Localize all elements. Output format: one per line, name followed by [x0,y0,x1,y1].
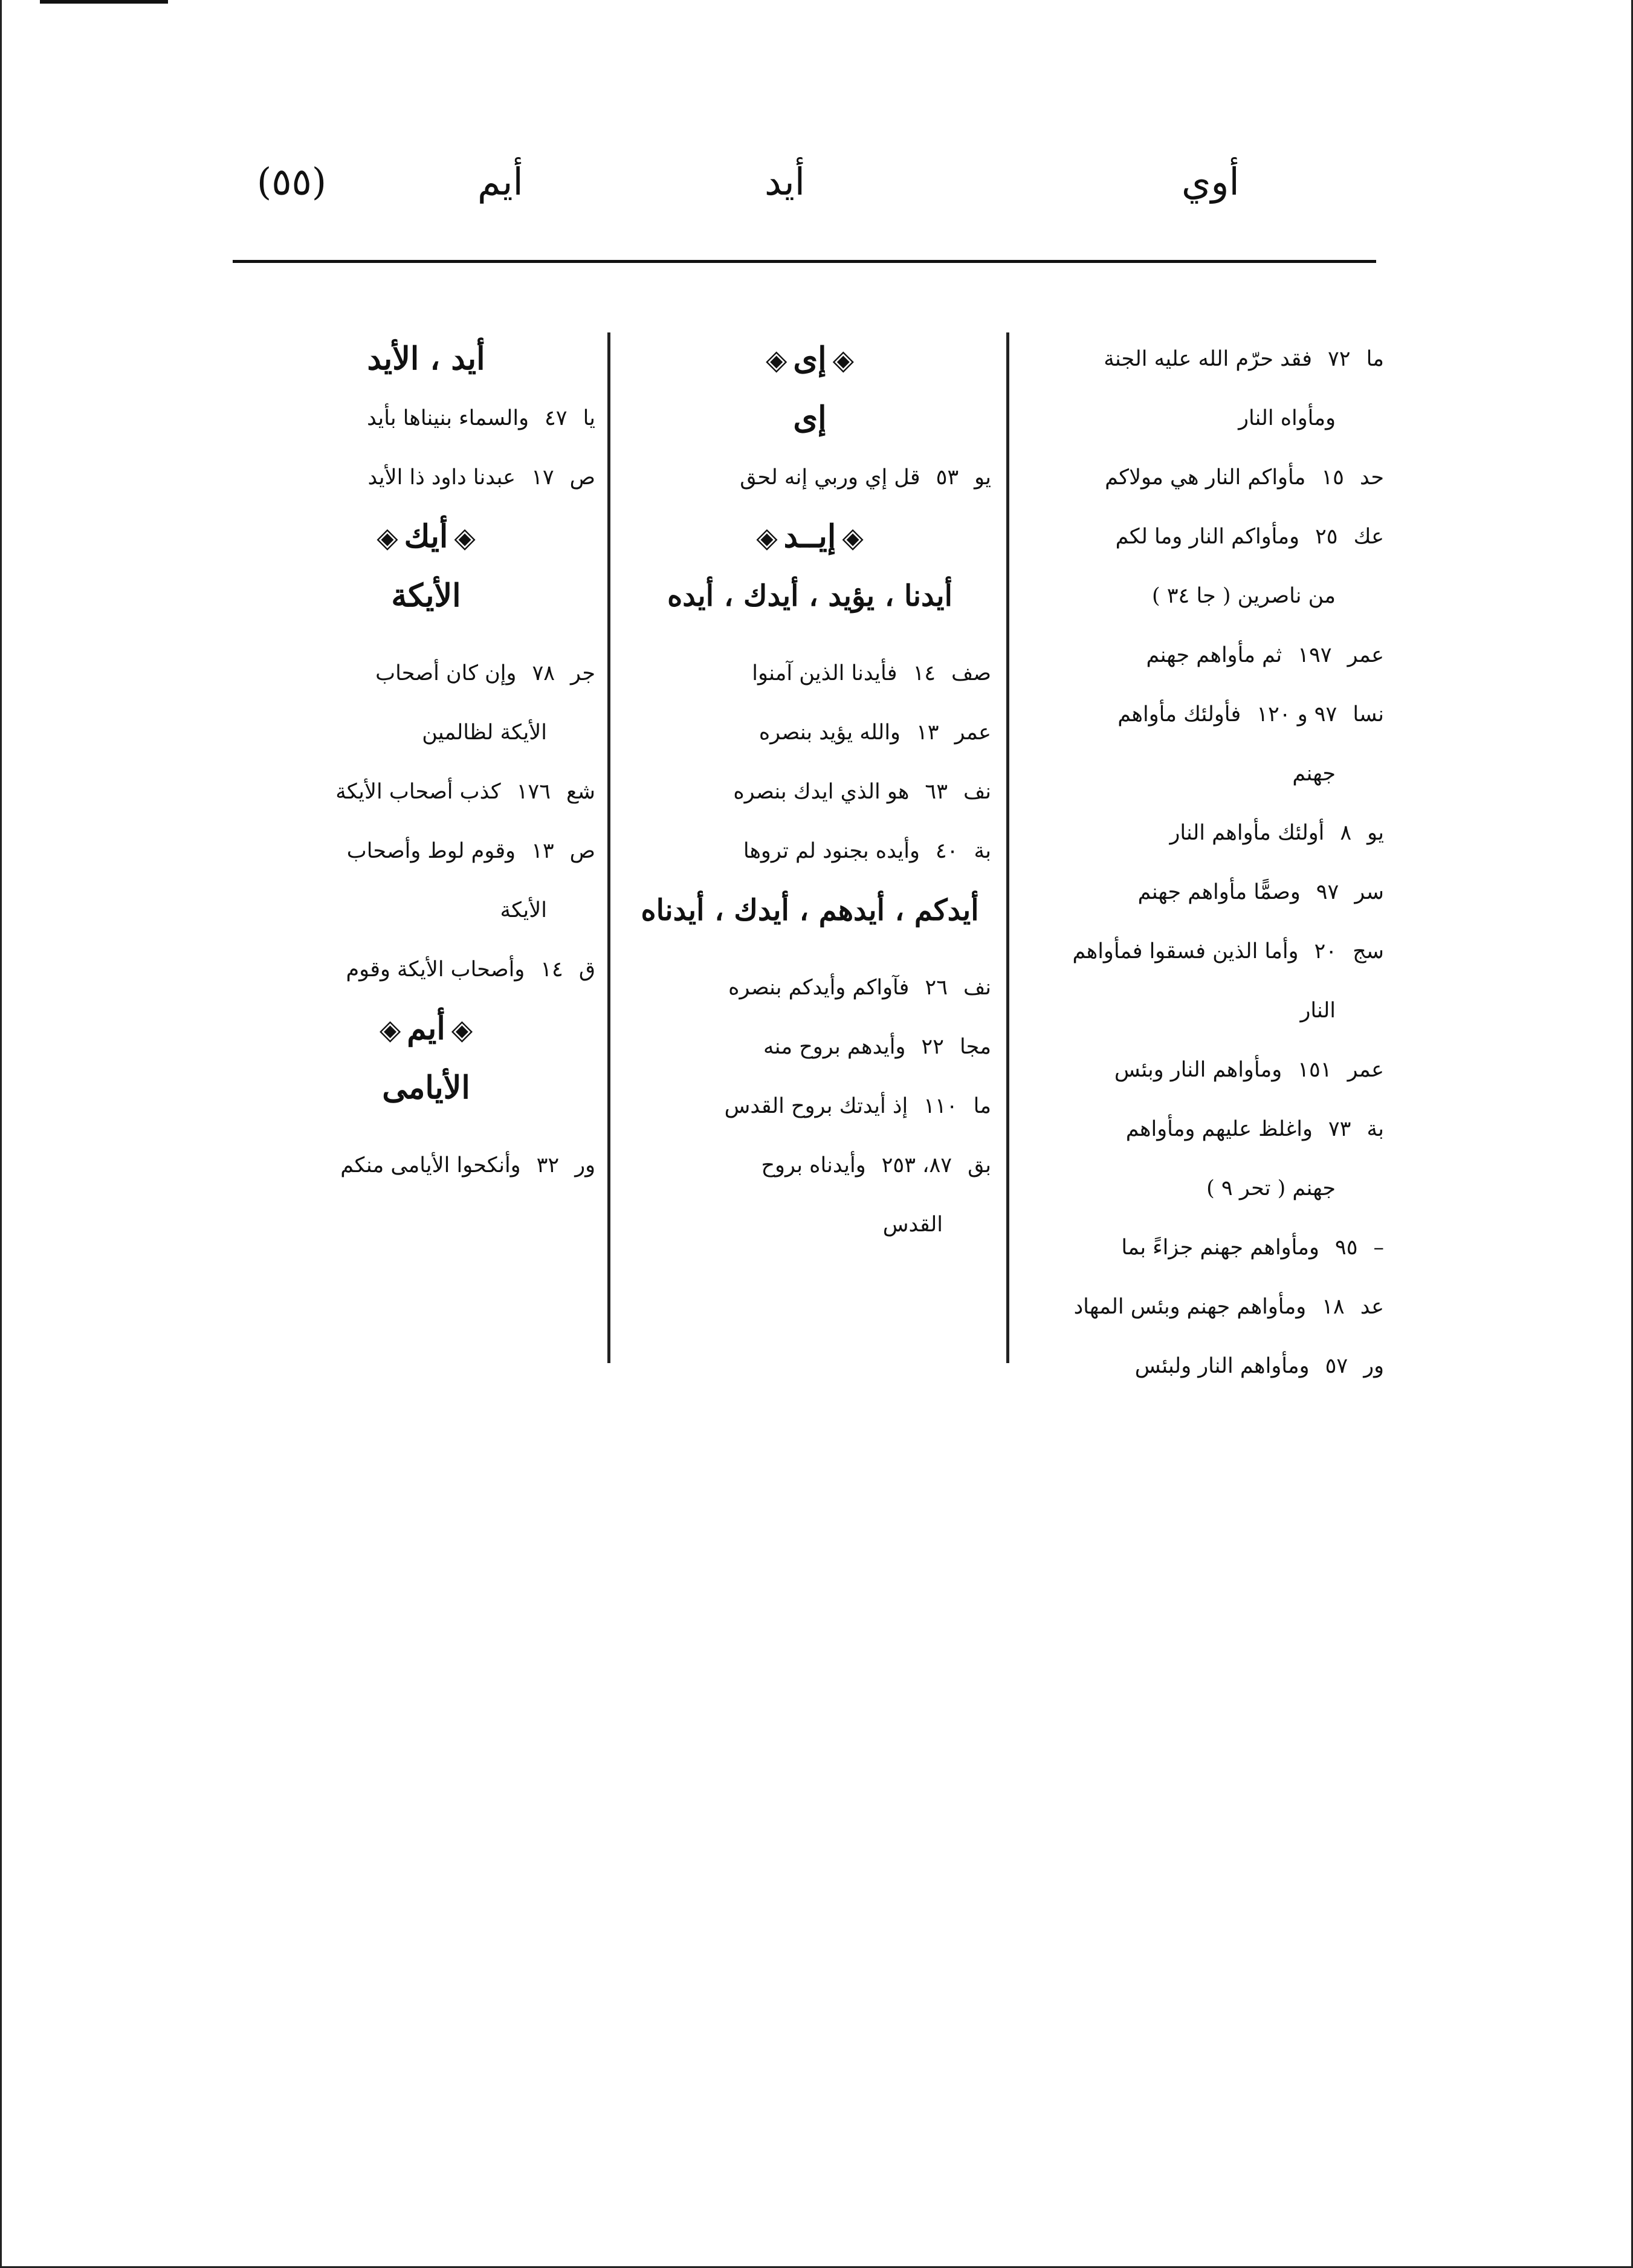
surah-abbrev: سر [1354,880,1384,904]
verse-number: ٥٣ [936,465,959,490]
header-root-middle: أيد [765,160,806,204]
verse-text: فآواكم وأيدكم بنصره [728,976,910,1000]
verse-group-1 [629,644,991,881]
verse-line [1030,863,1384,922]
verse-line [1030,685,1384,744]
verse-line [1030,803,1384,863]
surah-abbrev: بة [1366,1117,1384,1141]
surah-abbrev: عمر [1347,643,1384,667]
verse-continuation [1030,1159,1384,1218]
verse-text: وإن كان أصحاب [375,661,517,685]
ornament-icon: ◈ [756,521,778,554]
verse-line [257,762,595,821]
verse-number: ٩٧ و ١٢٠ [1256,702,1337,727]
verse-number: ١٣ [531,839,554,863]
column-left [257,329,595,1369]
surah-abbrev: عمر [1347,1058,1384,1082]
verse-number: ١٤ [540,957,563,982]
verse-text: ومأواكم النار وما لكم [1115,525,1299,549]
surah-abbrev: ور [1363,1354,1384,1378]
verse-continuation [257,703,595,762]
verse-text: كذب أصحاب الأيكة [335,780,501,804]
verse-number: ١٥ [1321,465,1344,490]
surah-abbrev: حد [1359,465,1384,490]
surah-abbrev: يو [1367,821,1384,845]
verse-number: ١٤ [913,661,936,685]
entry-subtitle-aik: الأيكة [391,577,461,614]
verse-line [1030,1336,1384,1396]
entry-title-aik: ◈أيك◈ [257,507,595,566]
verse-text: وأيدهم بروح منه [763,1035,906,1059]
surah-abbrev: عمر [954,721,991,745]
verse-number: ٢٥ [1315,525,1338,549]
verse-number: ٢٦ [925,976,948,1000]
verse-line [629,703,991,762]
ornament-icon: ◈ [454,521,476,554]
verse-line [629,1136,991,1195]
verse-group-aik [257,644,595,999]
surah-abbrev: شع [566,780,595,804]
verse-line [629,1077,991,1136]
verse-continuation [629,1195,991,1254]
surah-abbrev: ور [575,1153,595,1178]
surah-abbrev: بق [968,1153,991,1178]
ornament-icon: ◈ [832,343,854,376]
verse-text: ومأواهم النار وبئس [1114,1058,1282,1082]
verse-line [1030,507,1384,566]
verse-text: فأولئك مأواهم [1117,702,1241,727]
verse-text: وأيده بجنود لم تروها [743,839,920,863]
surah-abbrev: صف [951,661,991,685]
verse-continuation [1030,566,1384,626]
verse-text: واغلظ عليهم ومأواهم [1125,1117,1313,1141]
verse-number: ١٨ [1322,1295,1345,1319]
surah-abbrev: ما [1366,347,1384,371]
entry-title-ai: ◈إى◈ [629,329,991,389]
verse-line [629,958,991,1017]
verse-number: ٣٢ [536,1153,560,1178]
verse-text: قل إي وربي إنه لحق [740,465,920,490]
verse-number: ٤٧ [544,406,568,430]
verse-group-ayd [257,389,595,507]
verse-text: إذ أيدتك بروح القدس [724,1094,908,1118]
verse-group-aym [257,1136,595,1195]
verse-text: وقوم لوط وأصحاب [346,839,516,863]
verse-text: النار [1300,999,1336,1023]
header-root-left: أيم [477,160,523,204]
verse-number: ٥٧ [1325,1354,1348,1378]
verse-line [1030,922,1384,981]
frame-left-edge [0,0,2,2268]
verse-line [1030,1277,1384,1336]
verse-text: وصمًّا مأواهم جهنم [1137,880,1301,904]
verse-text: ثم مأواهم جهنم [1146,643,1282,667]
verse-number: ٦٣ [925,780,948,804]
verse-number: ١٩٧ [1298,643,1332,667]
verse-number: ٤٠ [935,839,959,863]
column-separator-left [607,332,610,1363]
verse-line [629,762,991,821]
entry-title-ayd-alayd: أيد ، الأيد [367,340,485,377]
verse-text: ومأواهم جهنم جزاءً بما [1121,1236,1319,1260]
verse-text: هو الذي ايدك بنصره [733,780,910,804]
verse-text: عبدنا داود ذا الأيد [367,465,516,490]
verse-number: ٧٢ [1327,347,1351,371]
verse-text: أولئك مأواهم النار [1169,821,1325,845]
entry-subheading-2: أيدكم ، أيدهم ، أيدك ، أيدناه [641,893,979,927]
ornament-icon: ◈ [451,1013,473,1046]
surah-abbrev: ق [578,957,595,982]
surah-abbrev: ص [569,839,595,863]
surah-abbrev: جر [571,661,595,685]
surah-abbrev: يو [974,465,991,490]
verse-text: جهنم [1292,762,1336,786]
verse-line [1030,1040,1384,1100]
ornament-icon: ◈ [766,343,787,376]
entry-title-aym: ◈أيم◈ [257,999,595,1058]
verse-line [1030,448,1384,507]
verse-continuation [1030,389,1384,448]
corner-mark [40,0,168,4]
verse-line [257,940,595,999]
verse-number: ٨٧، ٢٥٣ [881,1153,952,1178]
surah-abbrev: ما [973,1094,991,1118]
verse-text: ومأواه النار [1238,406,1336,430]
verse-number: ٩٥ [1334,1236,1358,1260]
verse-line [257,821,595,881]
verse-text: الأيكة [500,898,547,922]
ornament-icon: ◈ [379,1013,401,1046]
column-right [1030,329,1384,1378]
verse-line [629,644,991,703]
verse-line [1030,329,1384,389]
column-separator-right [1006,332,1009,1363]
verse-text: وأيدناه بروح [761,1153,866,1178]
verse-continuation [1030,744,1384,803]
verse-text: والله يؤيد بنصره [758,721,901,745]
verse-text: فقد حرّم الله عليه الجنة [1104,347,1312,371]
surah-abbrev: عد [1360,1295,1384,1319]
verse-text: فأيدنا الذين آمنوا [752,661,897,685]
entry-title-ayd: ◈إيــد◈ [629,507,991,566]
verse-group-2 [629,958,991,1254]
verse-number: ١٥١ [1298,1058,1332,1082]
verse-text: القدس [882,1213,943,1237]
entry-subtitle-aym: الأيامى [382,1069,470,1106]
verse-line [629,448,991,507]
verse-line [257,389,595,448]
surah-abbrev: نف [963,976,991,1000]
verse-number: ١٧ [531,465,554,490]
verse-line [1030,1100,1384,1159]
page-number: (٥٥) [257,160,327,204]
surah-abbrev: بة [974,839,991,863]
header-rule [233,260,1376,263]
verse-line [629,821,991,881]
verse-line [257,448,595,507]
verse-number: ١١٠ [923,1094,958,1118]
verse-line [257,644,595,703]
verse-continuation [257,881,595,940]
verse-text: ومأواهم جهنم وبئس المهاد [1073,1295,1307,1319]
verse-number: ١٧٦ [516,780,551,804]
verse-text: وأنكحوا الأيامى منكم [340,1153,521,1178]
header-root-right: أوي [1182,160,1240,204]
verse-number: ٧٣ [1328,1117,1351,1141]
verse-text: وأما الذين فسقوا فمأواهم [1072,939,1299,964]
verse-line [629,1017,991,1077]
verse-text: من ناصرين ( جا ٣٤ ) [1151,584,1336,608]
verse-text: ومأواهم النار ولبئس [1134,1354,1310,1378]
verse-text: الأيكة لظالمين [422,721,547,745]
surah-abbrev: عك [1353,525,1384,549]
entry-subheading-1: أيدنا ، يؤيد ، أيدك ، أيده [667,579,952,613]
verse-number: ٢٢ [921,1035,944,1059]
surah-abbrev: نف [963,780,991,804]
surah-abbrev: سج [1353,939,1384,964]
ornament-icon: ◈ [377,521,398,554]
verse-number: ٢٠ [1314,939,1337,964]
verse-continuation [1030,981,1384,1040]
verse-number: ١٣ [916,721,939,745]
entry-subtitle-ai: إى [793,400,827,436]
verse-text: وأصحاب الأيكة وقوم [346,957,525,982]
ornament-icon: ◈ [842,521,864,554]
verse-text: والسماء بنيناها بأيد [367,406,529,430]
surah-abbrev: يا [583,406,595,430]
surah-abbrev: مجا [959,1035,991,1059]
verse-text: جهنم ( تحر ٩ ) [1206,1176,1336,1200]
verse-line [1030,1218,1384,1277]
surah-abbrev: نسا [1353,702,1384,727]
verse-number: ٨ [1340,821,1352,845]
column-middle [629,329,991,1369]
verse-number: ٧٨ [532,661,555,685]
verse-line [1030,626,1384,685]
verse-number: ٩٧ [1316,880,1339,904]
verse-line [257,1136,595,1195]
verse-text: مأواكم النار هي مولاكم [1105,465,1306,490]
surah-abbrev: ص [569,465,595,490]
surah-abbrev: – [1373,1236,1384,1260]
